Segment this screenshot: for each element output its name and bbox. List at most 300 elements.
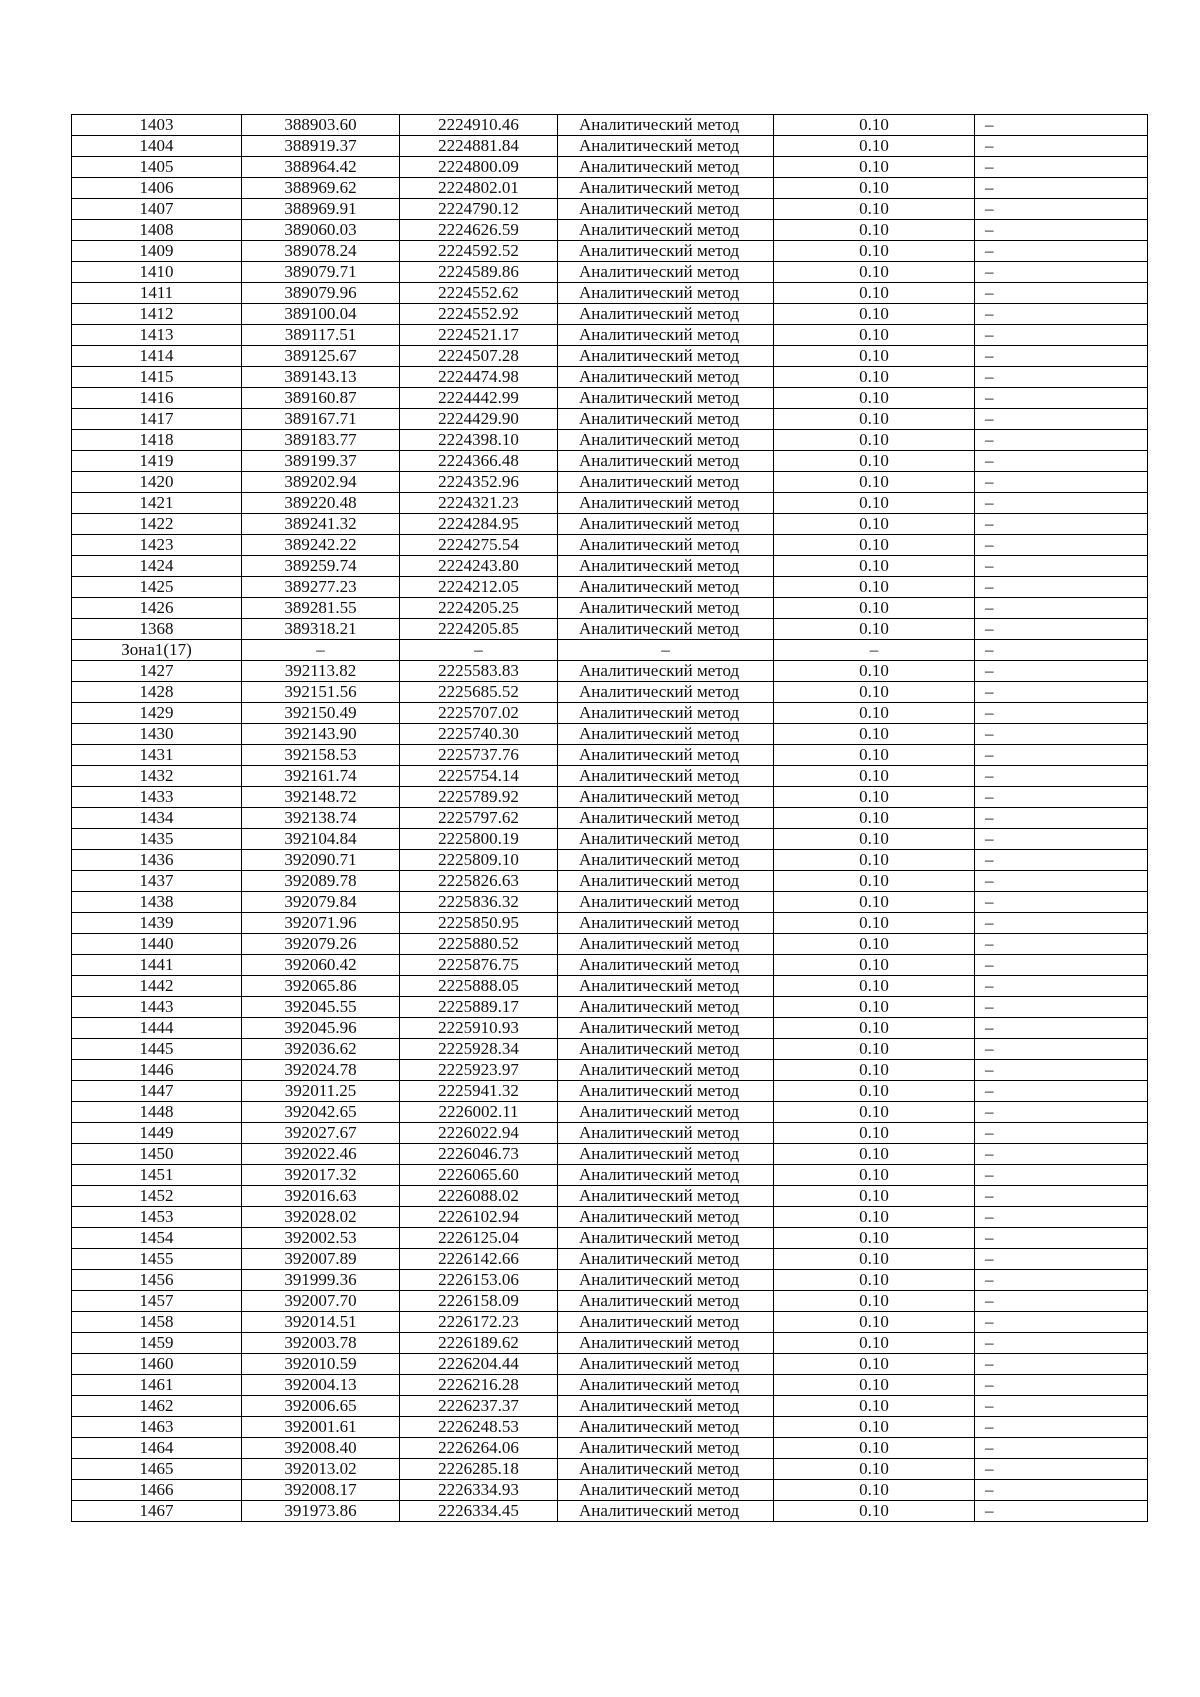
note-cell: –	[975, 1123, 1148, 1144]
point-number-cell: 1457	[72, 1291, 242, 1312]
accuracy-cell: 0.10	[774, 1291, 975, 1312]
accuracy-cell: 0.10	[774, 199, 975, 220]
method-cell: Аналитический метод	[558, 934, 774, 955]
note-cell: –	[975, 913, 1148, 934]
table-row	[72, 1375, 1148, 1396]
y-coordinate-cell: 2225809.10	[400, 850, 558, 871]
x-coordinate-cell: 391999.36	[242, 1270, 400, 1291]
y-coordinate-cell: 2226204.44	[400, 1354, 558, 1375]
method-cell: Аналитический метод	[558, 1396, 774, 1417]
x-coordinate-cell: 389199.37	[242, 451, 400, 472]
method-cell: Аналитический метод	[558, 892, 774, 913]
point-number-cell: 1449	[72, 1123, 242, 1144]
method-cell: Аналитический метод	[558, 682, 774, 703]
method-cell: Аналитический метод	[558, 787, 774, 808]
method-cell: Аналитический метод	[558, 1312, 774, 1333]
point-number-cell: 1426	[72, 598, 242, 619]
note-cell: –	[975, 367, 1148, 388]
y-coordinate-cell: 2224366.48	[400, 451, 558, 472]
table-row	[72, 409, 1148, 430]
accuracy-cell: 0.10	[774, 619, 975, 640]
note-cell: –	[975, 1438, 1148, 1459]
x-coordinate-cell: 392017.32	[242, 1165, 400, 1186]
point-number-cell: 1454	[72, 1228, 242, 1249]
accuracy-cell: 0.10	[774, 703, 975, 724]
y-coordinate-cell: 2225888.05	[400, 976, 558, 997]
note-cell: –	[975, 724, 1148, 745]
note-cell: –	[975, 955, 1148, 976]
method-cell: Аналитический метод	[558, 913, 774, 934]
x-coordinate-cell: 389100.04	[242, 304, 400, 325]
y-coordinate-cell: 2224205.25	[400, 598, 558, 619]
table-row	[72, 493, 1148, 514]
accuracy-cell: 0.10	[774, 1354, 975, 1375]
method-cell: Аналитический метод	[558, 871, 774, 892]
x-coordinate-cell: 392113.82	[242, 661, 400, 682]
y-coordinate-cell: 2224626.59	[400, 220, 558, 241]
accuracy-cell: 0.10	[774, 1123, 975, 1144]
x-coordinate-cell: 389183.77	[242, 430, 400, 451]
method-cell: Аналитический метод	[558, 976, 774, 997]
accuracy-cell: 0.10	[774, 1480, 975, 1501]
table-row	[72, 661, 1148, 682]
method-cell: Аналитический метод	[558, 619, 774, 640]
y-coordinate-cell: 2225910.93	[400, 1018, 558, 1039]
y-coordinate-cell: 2224521.17	[400, 325, 558, 346]
note-cell: –	[975, 745, 1148, 766]
y-coordinate-cell: 2226248.53	[400, 1417, 558, 1438]
y-coordinate-cell: 2225928.34	[400, 1039, 558, 1060]
point-number-cell: 1416	[72, 388, 242, 409]
accuracy-cell: 0.10	[774, 325, 975, 346]
accuracy-cell: 0.10	[774, 976, 975, 997]
y-coordinate-cell: 2226153.06	[400, 1270, 558, 1291]
note-cell: –	[975, 535, 1148, 556]
method-cell: Аналитический метод	[558, 115, 774, 136]
method-cell: Аналитический метод	[558, 514, 774, 535]
x-coordinate-cell: 391973.86	[242, 1501, 400, 1522]
point-number-cell: 1460	[72, 1354, 242, 1375]
accuracy-cell: 0.10	[774, 1249, 975, 1270]
note-cell: –	[975, 682, 1148, 703]
point-number-cell: 1453	[72, 1207, 242, 1228]
y-coordinate-cell: 2225800.19	[400, 829, 558, 850]
note-cell: –	[975, 703, 1148, 724]
method-cell: Аналитический метод	[558, 955, 774, 976]
y-coordinate-cell: 2224592.52	[400, 241, 558, 262]
y-coordinate-cell: 2226189.62	[400, 1333, 558, 1354]
note-cell: –	[975, 304, 1148, 325]
y-coordinate-cell: 2225583.83	[400, 661, 558, 682]
method-cell: Аналитический метод	[558, 178, 774, 199]
method-cell: Аналитический метод	[558, 157, 774, 178]
point-number-cell: 1436	[72, 850, 242, 871]
note-cell: –	[975, 157, 1148, 178]
method-cell: Аналитический метод	[558, 661, 774, 682]
point-number-cell: 1403	[72, 115, 242, 136]
y-coordinate-cell: 2225685.52	[400, 682, 558, 703]
note-cell: –	[975, 1018, 1148, 1039]
method-cell: Аналитический метод	[558, 1060, 774, 1081]
y-coordinate-cell: 2224243.80	[400, 556, 558, 577]
table-row	[72, 787, 1148, 808]
point-number-cell: 1438	[72, 892, 242, 913]
point-number-cell: 1406	[72, 178, 242, 199]
note-cell: –	[975, 451, 1148, 472]
table-row	[72, 997, 1148, 1018]
accuracy-cell: 0.10	[774, 241, 975, 262]
note-cell: –	[975, 1480, 1148, 1501]
accuracy-cell: 0.10	[774, 955, 975, 976]
x-coordinate-cell: –	[242, 640, 400, 661]
y-coordinate-cell: 2224352.96	[400, 472, 558, 493]
note-cell: –	[975, 115, 1148, 136]
table-row	[72, 1060, 1148, 1081]
x-coordinate-cell: 392150.49	[242, 703, 400, 724]
accuracy-cell: 0.10	[774, 157, 975, 178]
point-number-cell: 1415	[72, 367, 242, 388]
method-cell: Аналитический метод	[558, 598, 774, 619]
accuracy-cell: 0.10	[774, 388, 975, 409]
accuracy-cell: 0.10	[774, 682, 975, 703]
x-coordinate-cell: 389220.48	[242, 493, 400, 514]
note-cell: –	[975, 1102, 1148, 1123]
point-number-cell: 1368	[72, 619, 242, 640]
x-coordinate-cell: 392079.26	[242, 934, 400, 955]
x-coordinate-cell: 392045.55	[242, 997, 400, 1018]
table-row	[72, 598, 1148, 619]
x-coordinate-cell: 392148.72	[242, 787, 400, 808]
method-cell: Аналитический метод	[558, 1207, 774, 1228]
point-number-cell: 1407	[72, 199, 242, 220]
note-cell: –	[975, 1144, 1148, 1165]
accuracy-cell: 0.10	[774, 1459, 975, 1480]
x-coordinate-cell: 392010.59	[242, 1354, 400, 1375]
x-coordinate-cell: 392027.67	[242, 1123, 400, 1144]
method-cell: Аналитический метод	[558, 577, 774, 598]
point-number-cell: 1467	[72, 1501, 242, 1522]
method-cell: Аналитический метод	[558, 766, 774, 787]
table-row	[72, 1333, 1148, 1354]
method-cell: Аналитический метод	[558, 1081, 774, 1102]
accuracy-cell: 0.10	[774, 409, 975, 430]
x-coordinate-cell: 389242.22	[242, 535, 400, 556]
note-cell: –	[975, 430, 1148, 451]
table-row	[72, 388, 1148, 409]
table-row	[72, 1123, 1148, 1144]
x-coordinate-cell: 389202.94	[242, 472, 400, 493]
table-row	[72, 1165, 1148, 1186]
x-coordinate-cell: 392013.02	[242, 1459, 400, 1480]
y-coordinate-cell: 2226022.94	[400, 1123, 558, 1144]
method-cell: Аналитический метод	[558, 1375, 774, 1396]
note-cell: –	[975, 472, 1148, 493]
method-cell: Аналитический метод	[558, 1291, 774, 1312]
table-row	[72, 304, 1148, 325]
method-cell: Аналитический метод	[558, 1501, 774, 1522]
note-cell: –	[975, 241, 1148, 262]
table-row	[72, 976, 1148, 997]
note-cell: –	[975, 934, 1148, 955]
note-cell: –	[975, 1207, 1148, 1228]
y-coordinate-cell: 2225826.63	[400, 871, 558, 892]
table-row	[72, 1102, 1148, 1123]
y-coordinate-cell: 2226046.73	[400, 1144, 558, 1165]
table-row	[72, 766, 1148, 787]
y-coordinate-cell: 2224802.01	[400, 178, 558, 199]
table-row	[72, 556, 1148, 577]
point-number-cell: 1458	[72, 1312, 242, 1333]
table-row	[72, 682, 1148, 703]
method-cell: Аналитический метод	[558, 1186, 774, 1207]
x-coordinate-cell: 392004.13	[242, 1375, 400, 1396]
accuracy-cell: 0.10	[774, 1417, 975, 1438]
table-row	[72, 1438, 1148, 1459]
method-cell: Аналитический метод	[558, 703, 774, 724]
table-row	[72, 892, 1148, 913]
point-number-cell: 1421	[72, 493, 242, 514]
y-coordinate-cell: 2225941.32	[400, 1081, 558, 1102]
accuracy-cell: 0.10	[774, 535, 975, 556]
accuracy-cell: 0.10	[774, 451, 975, 472]
method-cell: Аналитический метод	[558, 451, 774, 472]
note-cell: –	[975, 136, 1148, 157]
note-cell: –	[975, 1081, 1148, 1102]
table-row	[72, 829, 1148, 850]
table-row	[72, 745, 1148, 766]
accuracy-cell: –	[774, 640, 975, 661]
note-cell: –	[975, 388, 1148, 409]
method-cell: Аналитический метод	[558, 808, 774, 829]
y-coordinate-cell: 2226285.18	[400, 1459, 558, 1480]
point-number-cell: 1418	[72, 430, 242, 451]
method-cell: Аналитический метод	[558, 388, 774, 409]
x-coordinate-cell: 392022.46	[242, 1144, 400, 1165]
x-coordinate-cell: 392008.17	[242, 1480, 400, 1501]
point-number-cell: 1465	[72, 1459, 242, 1480]
accuracy-cell: 0.10	[774, 1081, 975, 1102]
table-row	[72, 1480, 1148, 1501]
note-cell: –	[975, 1270, 1148, 1291]
accuracy-cell: 0.10	[774, 829, 975, 850]
point-number-cell: 1450	[72, 1144, 242, 1165]
y-coordinate-cell: 2225880.52	[400, 934, 558, 955]
table-row	[72, 871, 1148, 892]
coordinates-table	[71, 114, 1148, 1522]
x-coordinate-cell: 392001.61	[242, 1417, 400, 1438]
point-number-cell: 1408	[72, 220, 242, 241]
note-cell: –	[975, 598, 1148, 619]
note-cell: –	[975, 976, 1148, 997]
table-row	[72, 535, 1148, 556]
x-coordinate-cell: 392079.84	[242, 892, 400, 913]
y-coordinate-cell: 2224398.10	[400, 430, 558, 451]
note-cell: –	[975, 1039, 1148, 1060]
y-coordinate-cell: 2224552.92	[400, 304, 558, 325]
y-coordinate-cell: 2226065.60	[400, 1165, 558, 1186]
accuracy-cell: 0.10	[774, 724, 975, 745]
y-coordinate-cell: 2224589.86	[400, 262, 558, 283]
table-row	[72, 1291, 1148, 1312]
table-row	[72, 1144, 1148, 1165]
accuracy-cell: 0.10	[774, 661, 975, 682]
y-coordinate-cell: 2224442.99	[400, 388, 558, 409]
x-coordinate-cell: 392007.89	[242, 1249, 400, 1270]
x-coordinate-cell: 392138.74	[242, 808, 400, 829]
x-coordinate-cell: 388964.42	[242, 157, 400, 178]
x-coordinate-cell: 392011.25	[242, 1081, 400, 1102]
y-coordinate-cell: 2226158.09	[400, 1291, 558, 1312]
accuracy-cell: 0.10	[774, 1396, 975, 1417]
point-number-cell: 1420	[72, 472, 242, 493]
y-coordinate-cell: 2226237.37	[400, 1396, 558, 1417]
table-row	[72, 157, 1148, 178]
y-coordinate-cell: 2226002.11	[400, 1102, 558, 1123]
note-cell: –	[975, 325, 1148, 346]
accuracy-cell: 0.10	[774, 850, 975, 871]
point-number-cell: 1425	[72, 577, 242, 598]
method-cell: Аналитический метод	[558, 850, 774, 871]
method-cell: Аналитический метод	[558, 472, 774, 493]
table-row	[72, 115, 1148, 136]
method-cell: Аналитический метод	[558, 1144, 774, 1165]
accuracy-cell: 0.10	[774, 577, 975, 598]
method-cell: Аналитический метод	[558, 199, 774, 220]
y-coordinate-cell: 2225789.92	[400, 787, 558, 808]
y-coordinate-cell: 2224474.98	[400, 367, 558, 388]
method-cell: Аналитический метод	[558, 346, 774, 367]
y-coordinate-cell: 2224321.23	[400, 493, 558, 514]
y-coordinate-cell: 2224212.05	[400, 577, 558, 598]
table-row	[72, 1396, 1148, 1417]
point-number-cell: 1456	[72, 1270, 242, 1291]
table-row	[72, 472, 1148, 493]
method-cell: Аналитический метод	[558, 1270, 774, 1291]
y-coordinate-cell: 2226125.04	[400, 1228, 558, 1249]
method-cell: Аналитический метод	[558, 367, 774, 388]
point-number-cell: 1411	[72, 283, 242, 304]
x-coordinate-cell: 392104.84	[242, 829, 400, 850]
method-cell: Аналитический метод	[558, 1102, 774, 1123]
note-cell: –	[975, 640, 1148, 661]
x-coordinate-cell: 392090.71	[242, 850, 400, 871]
table-row	[72, 1312, 1148, 1333]
point-number-cell: 1422	[72, 514, 242, 535]
table-row	[72, 1228, 1148, 1249]
table-row	[72, 1018, 1148, 1039]
note-cell: –	[975, 577, 1148, 598]
note-cell: –	[975, 1186, 1148, 1207]
table-row	[72, 724, 1148, 745]
note-cell: –	[975, 283, 1148, 304]
point-number-cell: 1441	[72, 955, 242, 976]
accuracy-cell: 0.10	[774, 1333, 975, 1354]
note-cell: –	[975, 1060, 1148, 1081]
x-coordinate-cell: 392042.65	[242, 1102, 400, 1123]
y-coordinate-cell: 2226334.93	[400, 1480, 558, 1501]
point-number-cell: 1452	[72, 1186, 242, 1207]
point-number-cell: 1442	[72, 976, 242, 997]
method-cell: Аналитический метод	[558, 1039, 774, 1060]
note-cell: –	[975, 1417, 1148, 1438]
note-cell: –	[975, 220, 1148, 241]
note-cell: –	[975, 1501, 1148, 1522]
method-cell: Аналитический метод	[558, 1459, 774, 1480]
y-coordinate-cell: 2224275.54	[400, 535, 558, 556]
point-number-cell: 1428	[72, 682, 242, 703]
table-row	[72, 850, 1148, 871]
method-cell: Аналитический метод	[558, 829, 774, 850]
x-coordinate-cell: 388969.62	[242, 178, 400, 199]
note-cell: –	[975, 199, 1148, 220]
point-number-cell: 1431	[72, 745, 242, 766]
note-cell: –	[975, 892, 1148, 913]
x-coordinate-cell: 392007.70	[242, 1291, 400, 1312]
accuracy-cell: 0.10	[774, 304, 975, 325]
x-coordinate-cell: 389241.32	[242, 514, 400, 535]
method-cell: Аналитический метод	[558, 1249, 774, 1270]
accuracy-cell: 0.10	[774, 1438, 975, 1459]
x-coordinate-cell: 388969.91	[242, 199, 400, 220]
y-coordinate-cell: 2225889.17	[400, 997, 558, 1018]
note-cell: –	[975, 1333, 1148, 1354]
x-coordinate-cell: 389160.87	[242, 388, 400, 409]
note-cell: –	[975, 1291, 1148, 1312]
point-number-cell: 1417	[72, 409, 242, 430]
accuracy-cell: 0.10	[774, 871, 975, 892]
x-coordinate-cell: 389117.51	[242, 325, 400, 346]
accuracy-cell: 0.10	[774, 745, 975, 766]
accuracy-cell: 0.10	[774, 598, 975, 619]
x-coordinate-cell: 389167.71	[242, 409, 400, 430]
accuracy-cell: 0.10	[774, 493, 975, 514]
x-coordinate-cell: 389281.55	[242, 598, 400, 619]
method-cell: Аналитический метод	[558, 283, 774, 304]
accuracy-cell: 0.10	[774, 472, 975, 493]
accuracy-cell: 0.10	[774, 220, 975, 241]
point-number-cell: 1423	[72, 535, 242, 556]
method-cell: Аналитический метод	[558, 745, 774, 766]
y-coordinate-cell: 2224800.09	[400, 157, 558, 178]
table-row	[72, 1417, 1148, 1438]
x-coordinate-cell: 389078.24	[242, 241, 400, 262]
accuracy-cell: 0.10	[774, 1501, 975, 1522]
accuracy-cell: 0.10	[774, 556, 975, 577]
note-cell: –	[975, 661, 1148, 682]
method-cell: –	[558, 640, 774, 661]
y-coordinate-cell: 2225923.97	[400, 1060, 558, 1081]
accuracy-cell: 0.10	[774, 115, 975, 136]
method-cell: Аналитический метод	[558, 556, 774, 577]
table-row	[72, 514, 1148, 535]
x-coordinate-cell: 388919.37	[242, 136, 400, 157]
table-row	[72, 325, 1148, 346]
method-cell: Аналитический метод	[558, 493, 774, 514]
note-cell: –	[975, 493, 1148, 514]
point-number-cell: 1434	[72, 808, 242, 829]
note-cell: –	[975, 1459, 1148, 1480]
x-coordinate-cell: 392014.51	[242, 1312, 400, 1333]
x-coordinate-cell: 392003.78	[242, 1333, 400, 1354]
accuracy-cell: 0.10	[774, 1102, 975, 1123]
y-coordinate-cell: 2226102.94	[400, 1207, 558, 1228]
table-row	[72, 1501, 1148, 1522]
method-cell: Аналитический метод	[558, 1354, 774, 1375]
accuracy-cell: 0.10	[774, 262, 975, 283]
note-cell: –	[975, 829, 1148, 850]
y-coordinate-cell: 2226216.28	[400, 1375, 558, 1396]
note-cell: –	[975, 556, 1148, 577]
